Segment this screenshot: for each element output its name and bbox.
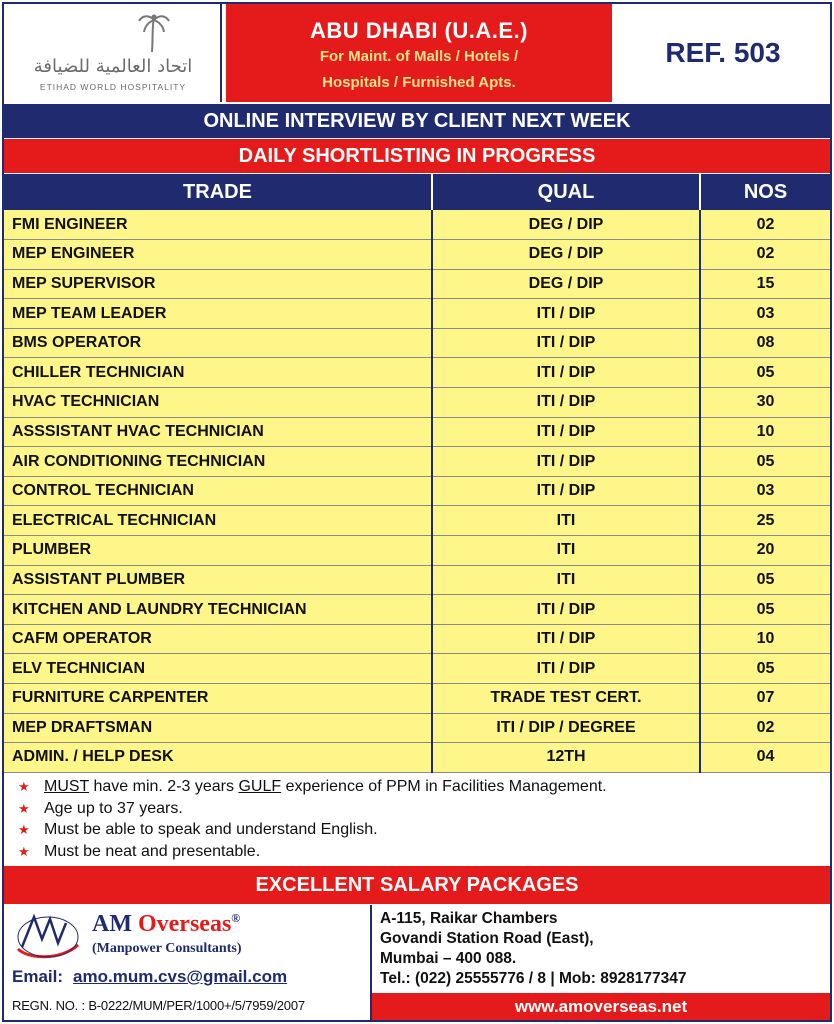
location-subtitle-1: For Maint. of Malls / Hotels / bbox=[319, 48, 519, 65]
table-row bbox=[4, 595, 830, 625]
table-row bbox=[4, 299, 830, 329]
table-row bbox=[4, 388, 830, 418]
header-nos: NOS bbox=[700, 174, 830, 210]
table-header-row bbox=[4, 174, 830, 210]
star-icon: ★ bbox=[18, 843, 30, 859]
trade-cell: CAFM OPERATOR bbox=[4, 624, 432, 654]
list-item bbox=[18, 798, 818, 820]
nos-cell: 02 bbox=[700, 713, 830, 743]
qual-cell: ITI / DIP / DEGREE bbox=[432, 713, 700, 743]
agency-subtitle: (Manpower Consultants) bbox=[92, 941, 242, 956]
agency-name-b: Overseas bbox=[137, 911, 232, 937]
list-item bbox=[18, 819, 818, 841]
nos-cell: 05 bbox=[700, 358, 830, 388]
qual-cell: ITI bbox=[432, 536, 700, 566]
requirements-list bbox=[18, 776, 818, 862]
trade-cell: AIR CONDITIONING TECHNICIAN bbox=[4, 447, 432, 477]
qual-cell: ITI bbox=[432, 565, 700, 595]
location-title: ABU DHABI (U.A.E.) bbox=[310, 18, 528, 43]
header-trade: TRADE bbox=[4, 174, 432, 210]
email-link[interactable]: amo.mum.cvs@gmail.com bbox=[73, 967, 288, 986]
trade-cell: MEP SUPERVISOR bbox=[4, 269, 432, 299]
address bbox=[380, 909, 686, 989]
website-link[interactable]: www.amoverseas.net bbox=[372, 993, 830, 1020]
nos-cell: 03 bbox=[700, 476, 830, 506]
email-row bbox=[12, 967, 287, 987]
table-row bbox=[4, 417, 830, 447]
trade-cell: KITCHEN AND LAUNDRY TECHNICIAN bbox=[4, 595, 432, 625]
nos-cell: 25 bbox=[700, 506, 830, 536]
table-row bbox=[4, 565, 830, 595]
table-row bbox=[4, 743, 830, 773]
qual-cell: ITI / DIP bbox=[432, 447, 700, 477]
table-row bbox=[4, 447, 830, 477]
table-row bbox=[4, 358, 830, 388]
address-block bbox=[370, 905, 830, 1020]
trade-cell: ADMIN. / HELP DESK bbox=[4, 743, 432, 773]
qual-cell: ITI / DIP bbox=[432, 388, 700, 418]
list-item bbox=[18, 776, 818, 798]
nos-cell: 10 bbox=[700, 624, 830, 654]
trade-cell: ASSISTANT PLUMBER bbox=[4, 565, 432, 595]
table-row bbox=[4, 654, 830, 684]
trade-cell: ASSSISTANT HVAC TECHNICIAN bbox=[4, 417, 432, 447]
qual-cell: ITI / DIP bbox=[432, 595, 700, 625]
qual-cell: ITI / DIP bbox=[432, 654, 700, 684]
star-icon: ★ bbox=[18, 822, 30, 837]
reference-number: REF. 503 bbox=[616, 4, 830, 102]
table-row bbox=[4, 506, 830, 536]
note-emphasis: MUST bbox=[44, 778, 90, 795]
nos-cell: 30 bbox=[700, 388, 830, 418]
logo-arabic-text: اتحاد العالمية للضيافة bbox=[33, 56, 193, 77]
nos-cell: 02 bbox=[700, 210, 830, 240]
note-text: experience of PPM in Facilities Management. bbox=[281, 778, 607, 795]
header-qual: QUAL bbox=[432, 174, 700, 210]
location-panel bbox=[226, 4, 612, 102]
trade-cell: CONTROL TECHNICIAN bbox=[4, 476, 432, 506]
agency-block bbox=[4, 905, 370, 1020]
nos-cell: 20 bbox=[700, 536, 830, 566]
nos-cell: 05 bbox=[700, 595, 830, 625]
qual-cell: ITI / DIP bbox=[432, 299, 700, 329]
trade-cell: ELECTRICAL TECHNICIAN bbox=[4, 506, 432, 536]
trade-cell: HVAC TECHNICIAN bbox=[4, 388, 432, 418]
qual-cell: DEG / DIP bbox=[432, 210, 700, 240]
email-label: Email: bbox=[12, 967, 64, 986]
nos-cell: 10 bbox=[700, 417, 830, 447]
qual-cell: ITI bbox=[432, 506, 700, 536]
trade-cell: FURNITURE CARPENTER bbox=[4, 684, 432, 714]
qual-cell: ITI / DIP bbox=[432, 328, 700, 358]
table-row bbox=[4, 328, 830, 358]
phone-line: Tel.: (022) 25555776 / 8 | Mob: 8928177347 bbox=[380, 970, 687, 987]
nos-cell: 05 bbox=[700, 447, 830, 477]
qual-cell: DEG / DIP bbox=[432, 240, 700, 270]
trade-cell: CHILLER TECHNICIAN bbox=[4, 358, 432, 388]
nos-cell: 05 bbox=[700, 565, 830, 595]
registered-mark: ® bbox=[231, 911, 241, 925]
note-emphasis: GULF bbox=[238, 778, 282, 795]
table-row bbox=[4, 269, 830, 299]
nos-cell: 05 bbox=[700, 654, 830, 684]
note-text: have min. 2-3 years bbox=[89, 778, 239, 795]
table-row bbox=[4, 476, 830, 506]
nos-cell: 15 bbox=[700, 269, 830, 299]
table-row bbox=[4, 624, 830, 654]
note-text: Must be able to speak and understand English. bbox=[44, 821, 378, 838]
star-icon: ★ bbox=[18, 779, 30, 794]
client-logo bbox=[4, 4, 222, 102]
note-text: Must be neat and presentable. bbox=[44, 842, 261, 860]
qual-cell: 12TH bbox=[432, 743, 700, 773]
am-overseas-logo-icon bbox=[14, 909, 82, 963]
trade-cell: MEP ENGINEER bbox=[4, 240, 432, 270]
note-text: Age up to 37 years. bbox=[44, 799, 183, 817]
header bbox=[4, 4, 830, 102]
table-row bbox=[4, 240, 830, 270]
qual-cell: DEG / DIP bbox=[432, 269, 700, 299]
table-row bbox=[4, 713, 830, 743]
nos-cell: 07 bbox=[700, 684, 830, 714]
qual-cell: ITI / DIP bbox=[432, 417, 700, 447]
qual-cell: ITI / DIP bbox=[432, 476, 700, 506]
nos-cell: 02 bbox=[700, 240, 830, 270]
agency-name bbox=[92, 911, 240, 938]
agency-name-a: AM bbox=[92, 911, 138, 937]
shortlisting-banner: DAILY SHORTLISTING IN PROGRESS bbox=[4, 139, 830, 173]
star-icon: ★ bbox=[18, 800, 30, 816]
qual-cell: TRADE TEST CERT. bbox=[432, 684, 700, 714]
nos-cell: 08 bbox=[700, 328, 830, 358]
vacancy-table bbox=[4, 174, 830, 773]
qual-cell: ITI / DIP bbox=[432, 358, 700, 388]
nos-cell: 03 bbox=[700, 299, 830, 329]
location-subtitle-2: Hospitals / Furnished Apts. bbox=[322, 74, 516, 91]
table-row bbox=[4, 210, 830, 240]
address-line-2: Govandi Station Road (East), bbox=[380, 930, 594, 947]
list-item bbox=[18, 841, 818, 863]
qual-cell: ITI / DIP bbox=[432, 624, 700, 654]
table-row bbox=[4, 536, 830, 566]
salary-banner: EXCELLENT SALARY PACKAGES bbox=[4, 866, 830, 904]
address-line-3: Mumbai – 400 088. bbox=[380, 950, 517, 967]
interview-banner: ONLINE INTERVIEW BY CLIENT NEXT WEEK bbox=[4, 104, 830, 138]
logo-english-text: ETIHAD WORLD HOSPITALITY bbox=[39, 82, 187, 92]
palm-tree-icon bbox=[136, 12, 172, 56]
trade-cell: PLUMBER bbox=[4, 536, 432, 566]
address-line-1: A-115, Raikar Chambers bbox=[380, 910, 558, 927]
trade-cell: BMS OPERATOR bbox=[4, 328, 432, 358]
trade-cell: MEP DRAFTSMAN bbox=[4, 713, 432, 743]
trade-cell: MEP TEAM LEADER bbox=[4, 299, 432, 329]
nos-cell: 04 bbox=[700, 743, 830, 773]
trade-cell: ELV TECHNICIAN bbox=[4, 654, 432, 684]
trade-cell: FMI ENGINEER bbox=[4, 210, 432, 240]
table-row bbox=[4, 684, 830, 714]
registration-number: REGN. NO. : B-0222/MUM/PER/1000+/5/7959/2007 bbox=[12, 998, 305, 1013]
